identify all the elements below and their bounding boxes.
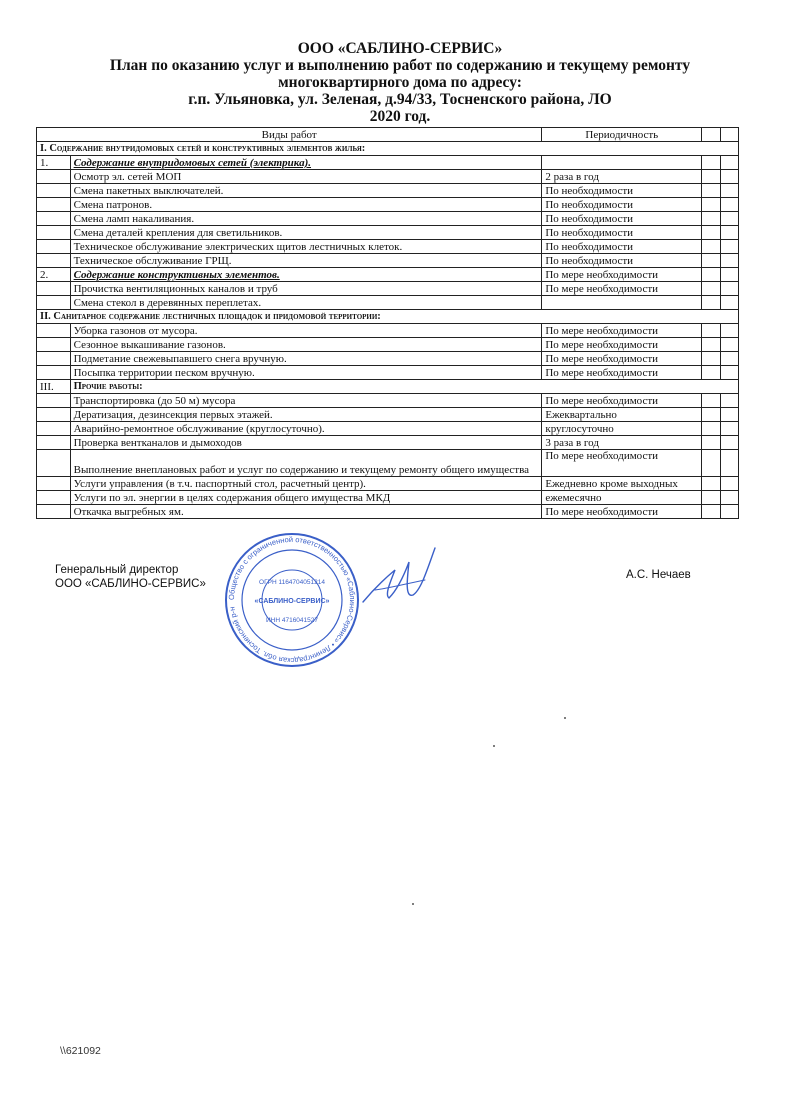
document-code: \\621092 [60, 1045, 101, 1057]
signatory-name: А.С. Нечаев [626, 569, 691, 581]
col-header-works: Виды работ [37, 128, 542, 142]
period-cell: Ежеквартально [542, 408, 702, 422]
plan-address: г.п. Ульяновка, ул. Зеленая, д.94/33, Тосненского района, ЛО [188, 91, 612, 108]
work-cell: Уборка газонов от мусора. [70, 324, 542, 338]
period-cell: По необходимости [542, 240, 702, 254]
table-row [37, 477, 739, 491]
table-row [37, 505, 739, 519]
company-stamp [222, 530, 362, 670]
work-cell: Техническое обслуживание электрических щитов лестничных клеток. [70, 240, 542, 254]
period-cell: По мере необходимости [542, 450, 702, 477]
row-number: 2. [37, 268, 71, 282]
stamp-center-text: «САБЛИНО-СЕРВИС» [254, 598, 330, 605]
position-title: Генеральный директор [55, 564, 179, 576]
work-cell: Подметание свежевыпавшего снега вручную. [70, 352, 542, 366]
signatory-position [55, 563, 206, 591]
table-row [37, 408, 739, 422]
work-cell: Техническое обслуживание ГРЩ. [70, 254, 542, 268]
col-header-period: Периодичность [542, 128, 702, 142]
period-cell: По необходимости [542, 212, 702, 226]
row-number: III. [37, 380, 71, 394]
period-cell: По необходимости [542, 198, 702, 212]
table-row [37, 198, 739, 212]
plan-year: 2020 год. [369, 108, 431, 125]
work-cell: Откачка выгребных ям. [70, 505, 542, 519]
position-company: ООО «САБЛИНО-СЕРВИС» [55, 578, 206, 590]
period-cell: По мере необходимости [542, 505, 702, 519]
work-cell: Услуги управления (в т.ч. паспортный стол, расчетный центр). [70, 477, 542, 491]
period-cell: Ежедневно кроме выходных [542, 477, 702, 491]
section-row [37, 310, 739, 324]
period-cell: 3 раза в год [542, 436, 702, 450]
plan-title-line1: План по оказанию услуг и выполнению работ по содержанию и текущему ремонту [109, 57, 691, 74]
work-cell: Проверка вентканалов и дымоходов [70, 436, 542, 450]
period-cell: ежемесячно [542, 491, 702, 505]
work-cell: Смена деталей крепления для светильников. [70, 226, 542, 240]
table-row [37, 422, 739, 436]
section-title: I. Содержание внутридомовых сетей и конструктивных элементов жилья: [37, 142, 739, 156]
row-number: 1. [37, 156, 71, 170]
period-cell: 2 раза в год [542, 170, 702, 184]
work-cell: Смена ламп накаливания. [70, 212, 542, 226]
table-row [37, 240, 739, 254]
work-cell: Аварийно-ремонтное обслуживание (круглосуточно). [70, 422, 542, 436]
table-row [37, 254, 739, 268]
table-row [37, 212, 739, 226]
table-row [37, 394, 739, 408]
work-cell: Услуги по эл. энергии в целях содержания общего имущества МКД [70, 491, 542, 505]
table-row [37, 450, 739, 477]
work-cell: Транспортировка (до 50 м) мусора [70, 394, 542, 408]
period-cell [542, 296, 702, 310]
period-cell: По мере необходимости [542, 394, 702, 408]
table-row [37, 226, 739, 240]
subsection-title: Содержание конструктивных элементов. [70, 268, 542, 282]
subsection-title: Содержание внутридомовых сетей (электрика). [70, 156, 542, 170]
work-cell: Посыпка территории песком вручную. [70, 366, 542, 380]
stamp-outer-text: Общество с ограниченной ответственностью «Саблино-Сервис» • Ленинградская обл. Тосненский р-н [226, 534, 358, 666]
period-cell: По мере необходимости [542, 338, 702, 352]
work-cell: Сезонное выкашивание газонов. [70, 338, 542, 352]
section-row [37, 142, 739, 156]
document-header [80, 40, 720, 125]
section-row [37, 380, 739, 394]
scan-speck [412, 903, 414, 905]
table-row [37, 491, 739, 505]
table-row [37, 296, 739, 310]
table-row [37, 338, 739, 352]
period-cell: По мере необходимости [542, 366, 702, 380]
table-row [37, 366, 739, 380]
table-row [37, 170, 739, 184]
scan-speck [493, 745, 495, 747]
period-cell: По мере необходимости [542, 352, 702, 366]
period-cell: круглосуточно [542, 422, 702, 436]
work-cell: Смена пакетных выключателей. [70, 184, 542, 198]
subsection-row [37, 156, 739, 170]
period-cell: По мере необходимости [542, 268, 702, 282]
stamp-ink [226, 534, 358, 666]
table-row [37, 184, 739, 198]
plan-title-line2: многоквартирного дома по адресу: [278, 74, 522, 91]
work-cell: Прочистка вентиляционных каналов и труб [70, 282, 542, 296]
stamp-inn: ИНН 4716041527 [265, 617, 319, 624]
work-cell: Выполнение внеплановых работ и услуг по содержанию и текущему ремонту общего имущества [70, 450, 542, 477]
period-cell: По мере необходимости [542, 282, 702, 296]
period-cell: По мере необходимости [542, 324, 702, 338]
company-name: ООО «САБЛИНО-СЕРВИС» [297, 40, 503, 57]
works-table [36, 127, 739, 519]
work-cell: Смена стекол в деревянных переплетах. [70, 296, 542, 310]
work-cell: Смена патронов. [70, 198, 542, 212]
table-header-row [37, 128, 739, 142]
table-row [37, 436, 739, 450]
period-cell: По необходимости [542, 254, 702, 268]
table-row [37, 352, 739, 366]
period-cell: По необходимости [542, 184, 702, 198]
table-row [37, 282, 739, 296]
subsection-row [37, 268, 739, 282]
handwritten-signature [355, 540, 445, 630]
stamp-ogrn: ОГРН 1164704051214 [259, 579, 325, 586]
period-cell: По необходимости [542, 226, 702, 240]
scan-speck [564, 717, 566, 719]
work-cell: Осмотр эл. сетей МОП [70, 170, 542, 184]
table-row [37, 324, 739, 338]
section-title: Прочие работы: [70, 380, 738, 394]
work-cell: Дератизация, дезинсекция первых этажей. [70, 408, 542, 422]
section-title: II. Санитарное содержание лестничных площадок и придомовой территории: [37, 310, 739, 324]
